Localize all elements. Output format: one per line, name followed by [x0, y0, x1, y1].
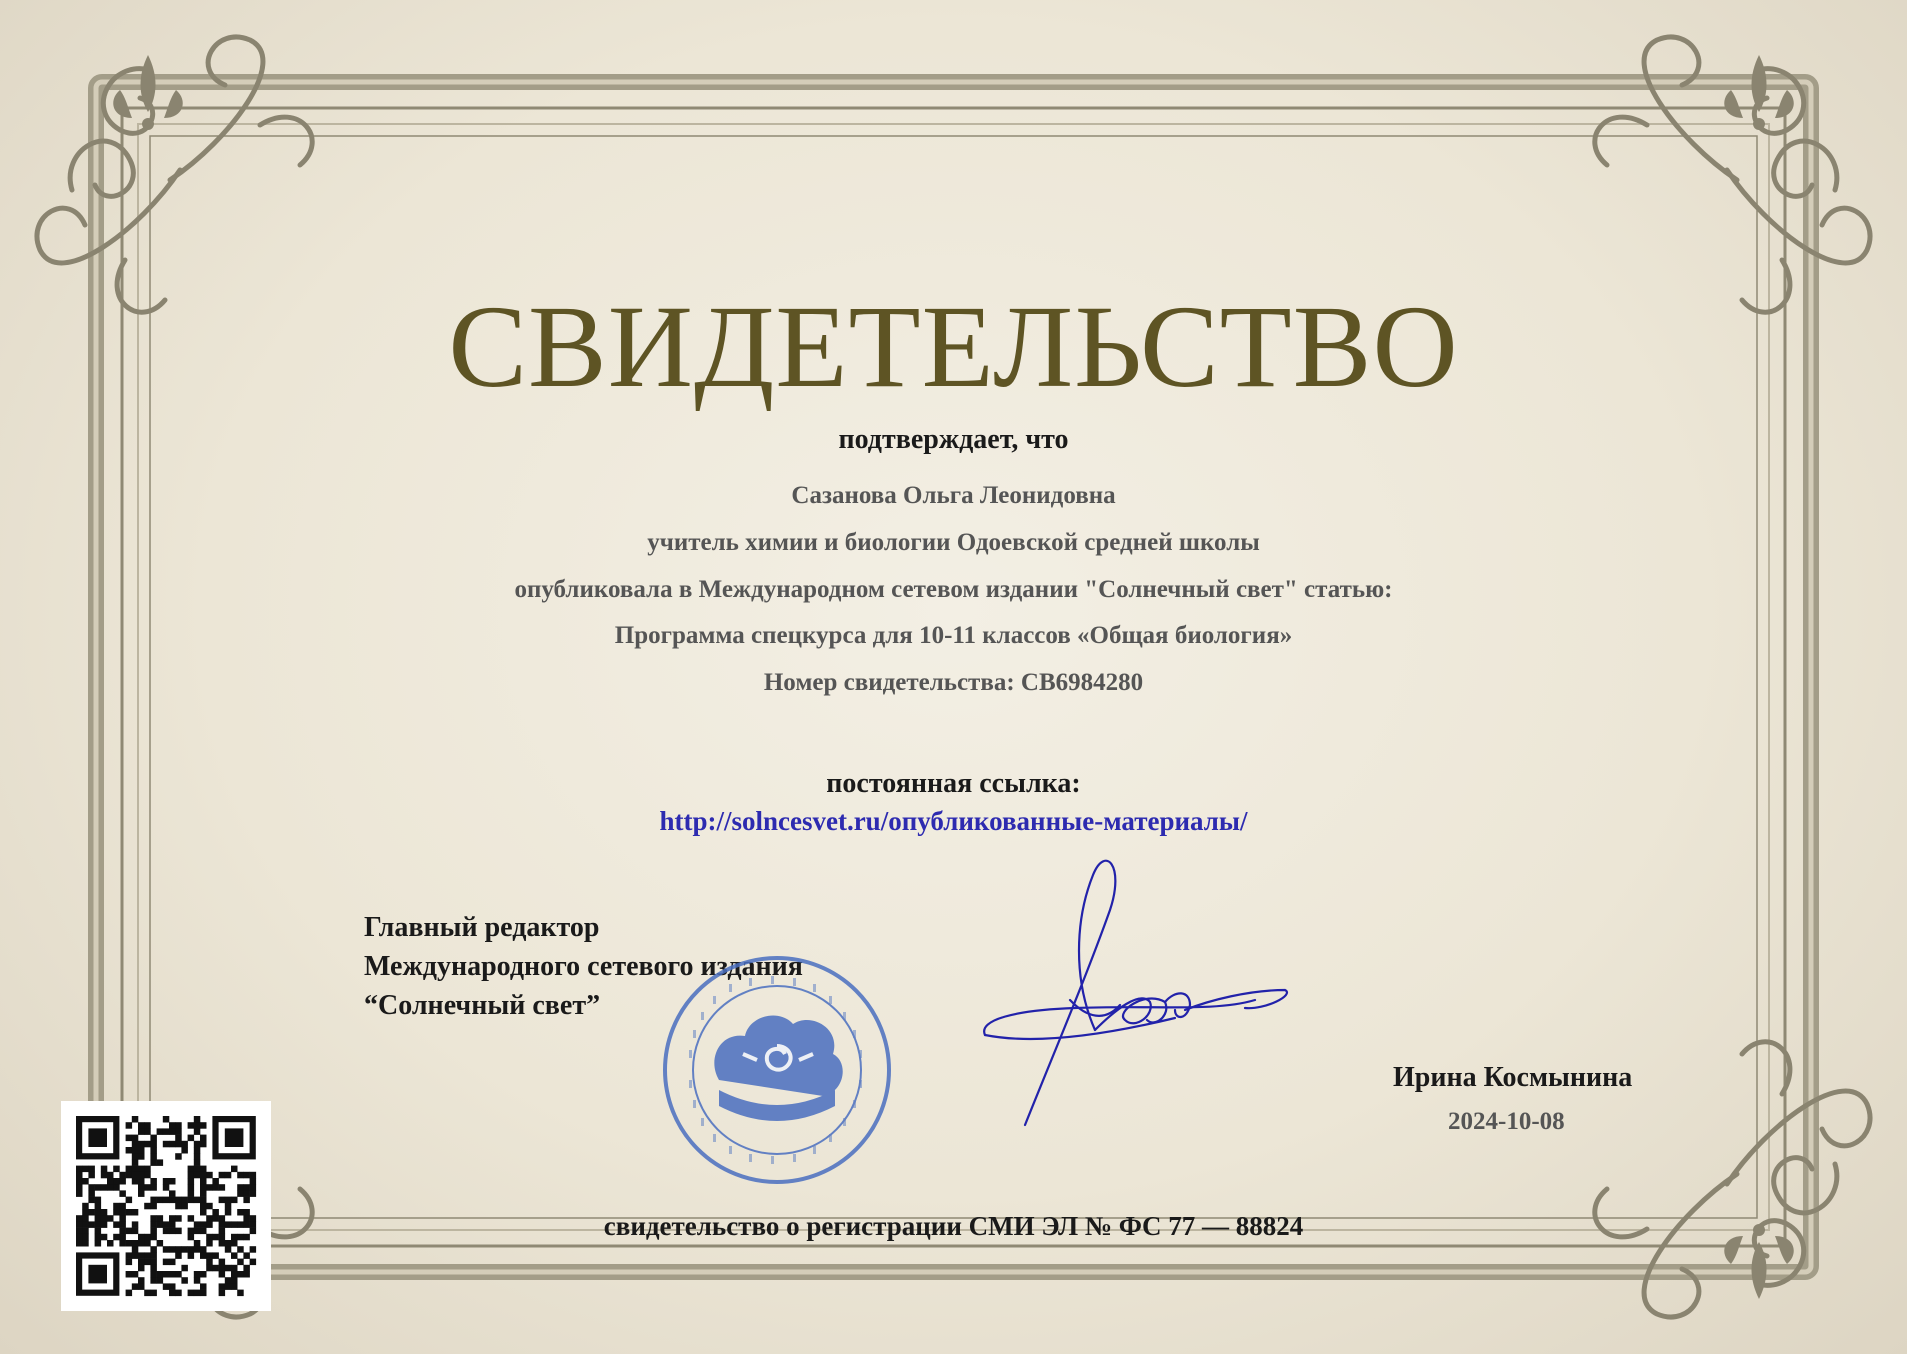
recipient-name: Сазанова Ольга Леонидовна — [791, 482, 1116, 509]
certificate-number: Номер свидетельства: СВ6984280 — [763, 669, 1144, 696]
permalink-label: постоянная ссылка: — [826, 768, 1081, 799]
permalink-url[interactable]: http://solncesvet.ru/опубликованные-материалы/ — [659, 806, 1248, 836]
article-title: Программа спецкурса для 10-11 классов «Общая биология» — [614, 622, 1293, 649]
editor-line-2: Международного сетевого издания — [364, 951, 803, 982]
editor-signature — [975, 840, 1325, 1170]
qr-code — [61, 1101, 271, 1311]
publisher-stamp — [657, 950, 897, 1190]
registration-text: свидетельство о регистрации СМИ ЭЛ № ФС 77 — 88824 — [603, 1211, 1304, 1241]
editor-line-1: Главный редактор — [364, 912, 600, 943]
confirms-text: подтверждает, что — [838, 424, 1069, 455]
signer-name: Ирина Космынина — [1393, 1062, 1633, 1093]
publication-statement: опубликовала в Международном сетевом издании "Солнечный свет" статью: — [514, 576, 1393, 603]
certificate-title: СВИДЕТЕЛЬСТВО — [448, 281, 1459, 412]
issue-date: 2024-10-08 — [1448, 1108, 1565, 1135]
recipient-position: учитель химии и биологии Одоевской средней школы — [647, 529, 1260, 556]
editor-line-3: “Солнечный свет” — [364, 990, 601, 1021]
